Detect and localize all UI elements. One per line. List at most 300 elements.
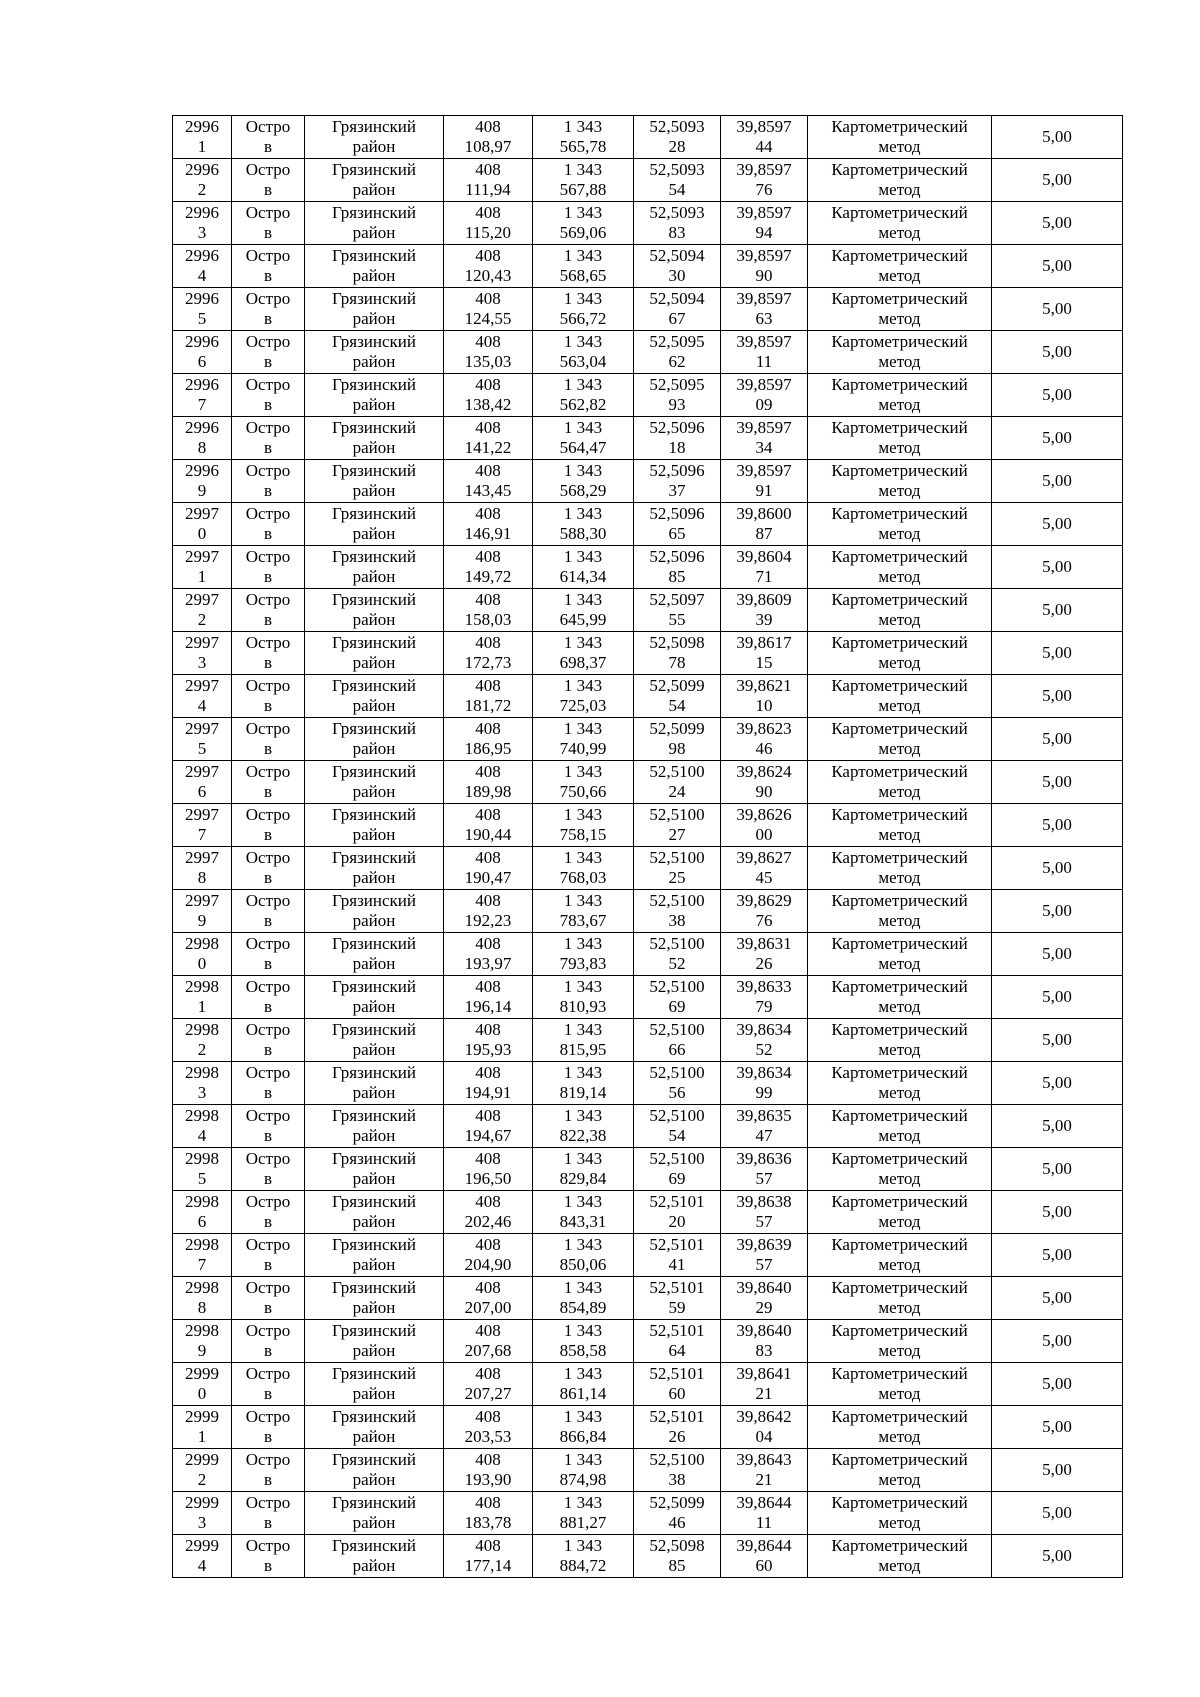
x-coordinate-line-2: 146,91: [464, 524, 512, 543]
accuracy-cell: 5,00: [992, 589, 1123, 632]
y-coordinate-line-1: 1 343: [563, 160, 603, 179]
district-cell: [305, 1105, 444, 1148]
y-coordinate-line-1: 1 343: [563, 719, 603, 738]
method-line-1: Картометрический: [831, 504, 968, 523]
x-coordinate-line-2: 193,97: [464, 954, 512, 973]
longitude-line-1: 39,8597: [736, 461, 792, 480]
method-line-1: Картометрический: [831, 1192, 968, 1211]
accuracy-cell: 5,00: [992, 245, 1123, 288]
x-coordinate-cell: [444, 1363, 533, 1406]
y-coordinate-cell: [533, 245, 634, 288]
feature-type-line-1: Остро: [245, 332, 291, 351]
district-line-2: район: [352, 1384, 396, 1403]
table-row: [173, 245, 1123, 288]
feature-type-line-2: в: [263, 352, 273, 371]
district-line-2: район: [352, 1169, 396, 1188]
latitude-line-2: 93: [668, 395, 686, 414]
x-coordinate-cell: [444, 632, 533, 675]
feature-type-line-2: в: [263, 395, 273, 414]
district-cell: [305, 288, 444, 331]
district-line-2: район: [352, 739, 396, 758]
method-line-2: метод: [878, 180, 921, 199]
latitude-cell: [634, 847, 721, 890]
y-coordinate-cell: [533, 503, 634, 546]
point-number-cell: [173, 718, 232, 761]
x-coordinate-line-1: 408: [475, 1364, 501, 1383]
method-cell: [808, 675, 992, 718]
y-coordinate-line-2: 698,37: [559, 653, 607, 672]
y-coordinate-line-1: 1 343: [563, 805, 603, 824]
district-cell: [305, 503, 444, 546]
latitude-line-1: 52,5101: [649, 1192, 705, 1211]
district-line-2: район: [352, 1470, 396, 1489]
latitude-cell: [634, 1019, 721, 1062]
latitude-line-2: 54: [668, 180, 686, 199]
y-coordinate-line-2: 858,58: [559, 1341, 607, 1360]
feature-type-cell: [232, 1191, 305, 1234]
longitude-line-1: 39,8604: [736, 547, 792, 566]
feature-type-cell: [232, 675, 305, 718]
district-line-1: Грязинский: [332, 1407, 416, 1426]
latitude-line-2: 20: [668, 1212, 686, 1231]
accuracy-cell: 5,00: [992, 890, 1123, 933]
y-coordinate-cell: [533, 202, 634, 245]
method-line-2: метод: [878, 997, 921, 1016]
y-coordinate-line-1: 1 343: [563, 676, 603, 695]
table-row: [173, 1320, 1123, 1363]
x-coordinate-cell: [444, 503, 533, 546]
method-line-2: метод: [878, 137, 921, 156]
district-line-2: район: [352, 567, 396, 586]
x-coordinate-line-2: 135,03: [464, 352, 512, 371]
method-line-2: метод: [878, 911, 921, 930]
x-coordinate-line-2: 192,23: [464, 911, 512, 930]
method-line-2: метод: [878, 610, 921, 629]
x-coordinate-line-1: 408: [475, 1063, 501, 1082]
method-line-1: Картометрический: [831, 1149, 968, 1168]
x-coordinate-line-2: 172,73: [464, 653, 512, 672]
x-coordinate-line-1: 408: [475, 676, 501, 695]
feature-type-cell: [232, 1148, 305, 1191]
method-cell: [808, 1019, 992, 1062]
y-coordinate-line-1: 1 343: [563, 891, 603, 910]
district-line-1: Грязинский: [332, 117, 416, 136]
district-line-2: район: [352, 954, 396, 973]
latitude-line-2: 83: [668, 223, 686, 242]
method-cell: [808, 1535, 992, 1578]
x-coordinate-line-2: 138,42: [464, 395, 512, 414]
longitude-line-2: 21: [755, 1470, 773, 1489]
longitude-line-1: 39,8641: [736, 1364, 792, 1383]
latitude-line-1: 52,5094: [649, 289, 705, 308]
y-coordinate-line-1: 1 343: [563, 977, 603, 996]
latitude-cell: [634, 1062, 721, 1105]
feature-type-line-2: в: [263, 1040, 273, 1059]
y-coordinate-line-2: 793,83: [559, 954, 607, 973]
table-row: [173, 116, 1123, 159]
method-line-1: Картометрический: [831, 1407, 968, 1426]
accuracy-cell: 5,00: [992, 1148, 1123, 1191]
method-line-1: Картометрический: [831, 805, 968, 824]
point-number-line-1: 2997: [185, 848, 219, 867]
point-number-cell: [173, 1191, 232, 1234]
method-cell: [808, 503, 992, 546]
feature-type-line-2: в: [263, 696, 273, 715]
feature-type-cell: [232, 1019, 305, 1062]
x-coordinate-cell: [444, 245, 533, 288]
feature-type-line-1: Остро: [245, 1192, 291, 1211]
x-coordinate-cell: [444, 1406, 533, 1449]
x-coordinate-cell: [444, 417, 533, 460]
latitude-line-2: 52: [668, 954, 686, 973]
latitude-line-2: 66: [668, 1040, 686, 1059]
y-coordinate-line-1: 1 343: [563, 547, 603, 566]
x-coordinate-line-2: 194,67: [464, 1126, 512, 1145]
longitude-line-1: 39,8617: [736, 633, 792, 652]
latitude-line-1: 52,5096: [649, 547, 705, 566]
x-coordinate-cell: [444, 1277, 533, 1320]
district-line-1: Грязинский: [332, 504, 416, 523]
point-number-line-2: 8: [197, 438, 207, 457]
method-line-2: метод: [878, 782, 921, 801]
longitude-line-1: 39,8640: [736, 1321, 792, 1340]
point-number-cell: [173, 202, 232, 245]
y-coordinate-cell: [533, 374, 634, 417]
x-coordinate-line-2: 202,46: [464, 1212, 512, 1231]
feature-type-cell: [232, 632, 305, 675]
method-cell: [808, 288, 992, 331]
longitude-line-2: 87: [755, 524, 773, 543]
district-line-2: район: [352, 1255, 396, 1274]
y-coordinate-line-1: 1 343: [563, 1493, 603, 1512]
district-cell: [305, 675, 444, 718]
table-row: [173, 1234, 1123, 1277]
y-coordinate-cell: [533, 1277, 634, 1320]
method-cell: [808, 546, 992, 589]
x-coordinate-line-2: 149,72: [464, 567, 512, 586]
latitude-cell: [634, 976, 721, 1019]
y-coordinate-line-2: 758,15: [559, 825, 607, 844]
point-number-line-2: 6: [197, 352, 207, 371]
longitude-cell: [721, 503, 808, 546]
feature-type-cell: [232, 1449, 305, 1492]
latitude-line-1: 52,5099: [649, 676, 705, 695]
method-cell: [808, 374, 992, 417]
district-line-1: Грязинский: [332, 848, 416, 867]
x-coordinate-cell: [444, 1191, 533, 1234]
y-coordinate-line-2: 740,99: [559, 739, 607, 758]
district-cell: [305, 1148, 444, 1191]
feature-type-line-1: Остро: [245, 633, 291, 652]
district-line-2: район: [352, 825, 396, 844]
x-coordinate-line-2: 120,43: [464, 266, 512, 285]
method-line-1: Картометрический: [831, 1536, 968, 1555]
method-line-2: метод: [878, 481, 921, 500]
longitude-line-1: 39,8640: [736, 1278, 792, 1297]
x-coordinate-line-1: 408: [475, 289, 501, 308]
method-line-2: метод: [878, 395, 921, 414]
longitude-cell: [721, 589, 808, 632]
feature-type-line-2: в: [263, 1298, 273, 1317]
latitude-line-2: 24: [668, 782, 686, 801]
table-row: [173, 1449, 1123, 1492]
point-number-line-1: 2996: [185, 375, 219, 394]
x-coordinate-line-2: 193,90: [464, 1470, 512, 1489]
method-line-2: метод: [878, 825, 921, 844]
y-coordinate-cell: [533, 1406, 634, 1449]
feature-type-cell: [232, 1363, 305, 1406]
longitude-line-2: 04: [755, 1427, 773, 1446]
method-line-1: Картометрический: [831, 1450, 968, 1469]
method-line-2: метод: [878, 309, 921, 328]
district-line-1: Грязинский: [332, 1536, 416, 1555]
feature-type-line-1: Остро: [245, 590, 291, 609]
table-row: [173, 288, 1123, 331]
district-line-1: Грязинский: [332, 1192, 416, 1211]
table-row: [173, 1277, 1123, 1320]
y-coordinate-line-2: 884,72: [559, 1556, 607, 1575]
latitude-line-2: 62: [668, 352, 686, 371]
x-coordinate-line-2: 158,03: [464, 610, 512, 629]
table-row: [173, 1148, 1123, 1191]
y-coordinate-cell: [533, 1019, 634, 1062]
latitude-line-2: 69: [668, 1169, 686, 1188]
latitude-cell: [634, 761, 721, 804]
district-cell: [305, 1191, 444, 1234]
feature-type-line-1: Остро: [245, 719, 291, 738]
district-cell: [305, 632, 444, 675]
feature-type-line-1: Остро: [245, 1235, 291, 1254]
point-number-cell: [173, 1105, 232, 1148]
district-cell: [305, 417, 444, 460]
feature-type-cell: [232, 761, 305, 804]
feature-type-line-1: Остро: [245, 805, 291, 824]
latitude-line-1: 52,5093: [649, 160, 705, 179]
latitude-line-1: 52,5100: [649, 977, 705, 996]
longitude-line-1: 39,8609: [736, 590, 792, 609]
longitude-cell: [721, 1191, 808, 1234]
y-coordinate-cell: [533, 1449, 634, 1492]
accuracy-cell: 5,00: [992, 460, 1123, 503]
district-line-1: Грязинский: [332, 246, 416, 265]
feature-type-line-2: в: [263, 1513, 273, 1532]
point-number-line-1: 2998: [185, 934, 219, 953]
point-number-line-1: 2998: [185, 1278, 219, 1297]
y-coordinate-line-2: 881,27: [559, 1513, 607, 1532]
table-row: [173, 761, 1123, 804]
district-line-2: район: [352, 1427, 396, 1446]
latitude-cell: [634, 804, 721, 847]
feature-type-cell: [232, 202, 305, 245]
accuracy-cell: 5,00: [992, 718, 1123, 761]
district-cell: [305, 1234, 444, 1277]
latitude-cell: [634, 890, 721, 933]
feature-type-line-1: Остро: [245, 1364, 291, 1383]
point-number-line-1: 2998: [185, 1106, 219, 1125]
longitude-line-1: 39,8597: [736, 375, 792, 394]
method-line-2: метод: [878, 1341, 921, 1360]
method-line-1: Картометрический: [831, 418, 968, 437]
table-row: [173, 503, 1123, 546]
y-coordinate-cell: [533, 1363, 634, 1406]
y-coordinate-line-1: 1 343: [563, 203, 603, 222]
feature-type-line-2: в: [263, 1212, 273, 1231]
x-coordinate-line-1: 408: [475, 1149, 501, 1168]
point-number-cell: [173, 374, 232, 417]
district-line-1: Грязинский: [332, 160, 416, 179]
longitude-line-2: 60: [755, 1556, 773, 1575]
point-number-line-2: 5: [197, 309, 207, 328]
y-coordinate-line-2: 569,06: [559, 223, 607, 242]
x-coordinate-line-2: 189,98: [464, 782, 512, 801]
latitude-line-2: 55: [668, 610, 686, 629]
latitude-line-2: 38: [668, 911, 686, 930]
longitude-line-2: 09: [755, 395, 773, 414]
point-number-cell: [173, 1363, 232, 1406]
method-cell: [808, 1148, 992, 1191]
feature-type-cell: [232, 1105, 305, 1148]
longitude-cell: [721, 1535, 808, 1578]
district-line-2: район: [352, 395, 396, 414]
accuracy-cell: 5,00: [992, 761, 1123, 804]
feature-type-line-1: Остро: [245, 1536, 291, 1555]
longitude-line-2: 46: [755, 739, 773, 758]
longitude-cell: [721, 675, 808, 718]
district-cell: [305, 159, 444, 202]
method-line-2: метод: [878, 1255, 921, 1274]
y-coordinate-cell: [533, 116, 634, 159]
district-line-2: район: [352, 524, 396, 543]
longitude-line-1: 39,8639: [736, 1235, 792, 1254]
longitude-cell: [721, 202, 808, 245]
point-number-cell: [173, 159, 232, 202]
district-line-1: Грязинский: [332, 289, 416, 308]
longitude-line-2: 57: [755, 1212, 773, 1231]
accuracy-cell: 5,00: [992, 1449, 1123, 1492]
y-coordinate-cell: [533, 632, 634, 675]
x-coordinate-cell: [444, 1320, 533, 1363]
table-row: [173, 1406, 1123, 1449]
y-coordinate-line-2: 843,31: [559, 1212, 607, 1231]
x-coordinate-line-1: 408: [475, 891, 501, 910]
table-body: [173, 116, 1123, 1578]
method-line-1: Картометрический: [831, 977, 968, 996]
latitude-line-1: 52,5096: [649, 418, 705, 437]
point-number-line-1: 2997: [185, 676, 219, 695]
method-line-2: метод: [878, 1427, 921, 1446]
x-coordinate-cell: [444, 1449, 533, 1492]
longitude-line-2: 00: [755, 825, 773, 844]
y-coordinate-cell: [533, 847, 634, 890]
district-cell: [305, 116, 444, 159]
y-coordinate-line-1: 1 343: [563, 1364, 603, 1383]
x-coordinate-line-1: 408: [475, 1407, 501, 1426]
point-number-cell: [173, 1019, 232, 1062]
point-number-line-2: 9: [197, 911, 207, 930]
latitude-line-2: 30: [668, 266, 686, 285]
latitude-line-2: 38: [668, 1470, 686, 1489]
latitude-line-1: 52,5098: [649, 633, 705, 652]
district-line-1: Грязинский: [332, 547, 416, 566]
latitude-line-1: 52,5097: [649, 590, 705, 609]
method-line-1: Картометрический: [831, 762, 968, 781]
latitude-cell: [634, 1449, 721, 1492]
point-number-line-1: 2999: [185, 1364, 219, 1383]
y-coordinate-cell: [533, 675, 634, 718]
point-number-line-1: 2998: [185, 1192, 219, 1211]
feature-type-line-1: Остро: [245, 762, 291, 781]
x-coordinate-cell: [444, 159, 533, 202]
feature-type-line-2: в: [263, 1341, 273, 1360]
y-coordinate-line-1: 1 343: [563, 504, 603, 523]
method-cell: [808, 460, 992, 503]
y-coordinate-cell: [533, 1148, 634, 1191]
longitude-line-1: 39,8634: [736, 1020, 792, 1039]
longitude-line-1: 39,8624: [736, 762, 792, 781]
feature-type-cell: [232, 589, 305, 632]
point-number-cell: [173, 804, 232, 847]
latitude-cell: [634, 288, 721, 331]
y-coordinate-line-2: 564,47: [559, 438, 607, 457]
point-number-line-1: 2999: [185, 1450, 219, 1469]
feature-type-line-2: в: [263, 1556, 273, 1575]
district-cell: [305, 1320, 444, 1363]
latitude-line-2: 37: [668, 481, 686, 500]
district-cell: [305, 1449, 444, 1492]
point-number-line-2: 4: [197, 266, 207, 285]
district-line-2: район: [352, 180, 396, 199]
latitude-line-1: 52,5101: [649, 1278, 705, 1297]
longitude-line-2: 91: [755, 481, 773, 500]
latitude-cell: [634, 1148, 721, 1191]
latitude-line-2: 78: [668, 653, 686, 672]
point-number-line-2: 1: [197, 137, 207, 156]
latitude-line-1: 52,5100: [649, 1149, 705, 1168]
feature-type-line-2: в: [263, 1427, 273, 1446]
longitude-cell: [721, 1363, 808, 1406]
latitude-line-2: 18: [668, 438, 686, 457]
x-coordinate-cell: [444, 890, 533, 933]
point-number-cell: [173, 1062, 232, 1105]
x-coordinate-line-1: 408: [475, 805, 501, 824]
y-coordinate-line-2: 565,78: [559, 137, 607, 156]
x-coordinate-cell: [444, 1148, 533, 1191]
accuracy-cell: 5,00: [992, 331, 1123, 374]
district-cell: [305, 1062, 444, 1105]
x-coordinate-line-1: 408: [475, 547, 501, 566]
x-coordinate-cell: [444, 1105, 533, 1148]
longitude-line-1: 39,8600: [736, 504, 792, 523]
method-cell: [808, 1062, 992, 1105]
feature-type-line-2: в: [263, 180, 273, 199]
latitude-cell: [634, 933, 721, 976]
district-cell: [305, 331, 444, 374]
district-cell: [305, 1277, 444, 1320]
x-coordinate-line-2: 204,90: [464, 1255, 512, 1274]
district-cell: [305, 1492, 444, 1535]
x-coordinate-cell: [444, 116, 533, 159]
point-number-line-2: 1: [197, 567, 207, 586]
latitude-cell: [634, 331, 721, 374]
method-cell: [808, 417, 992, 460]
longitude-line-2: 26: [755, 954, 773, 973]
method-line-1: Картометрический: [831, 117, 968, 136]
point-number-line-2: 1: [197, 997, 207, 1016]
method-cell: [808, 804, 992, 847]
latitude-cell: [634, 1191, 721, 1234]
latitude-line-1: 52,5100: [649, 891, 705, 910]
point-number-line-2: 4: [197, 696, 207, 715]
